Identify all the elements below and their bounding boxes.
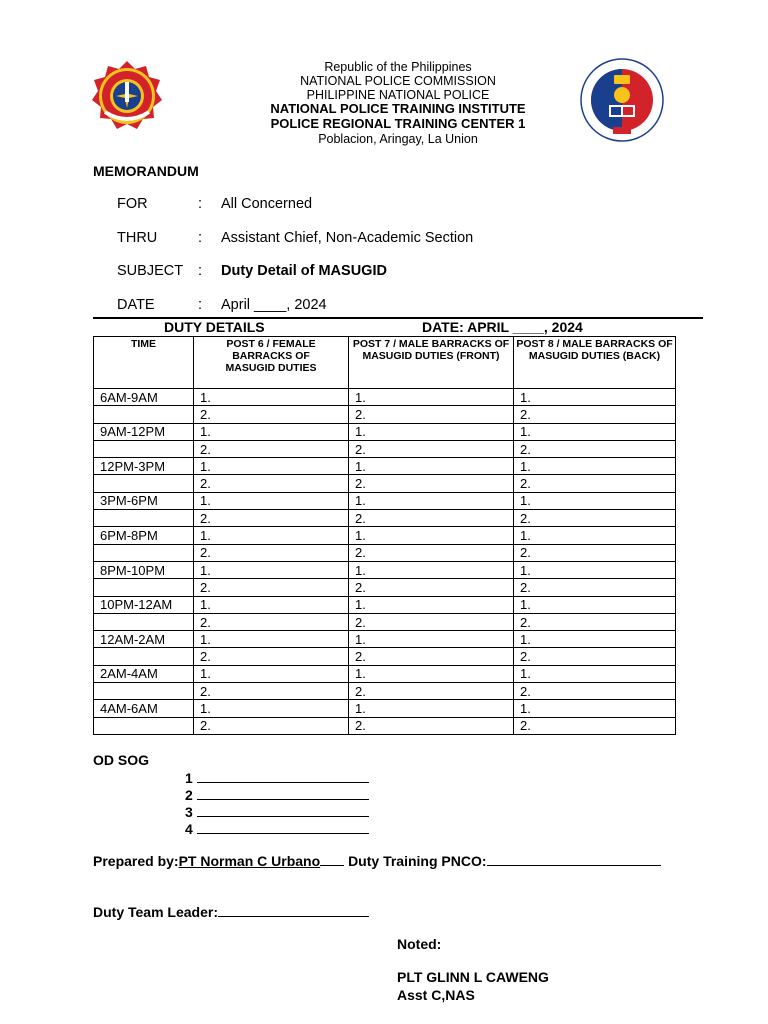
time-slot-cell: 2AM-4AM	[94, 665, 194, 682]
duty-entry-cell[interactable]: 1.	[194, 527, 349, 544]
noted-position: Asst C,NAS	[397, 987, 475, 1003]
od-sog-line[interactable]	[185, 803, 369, 820]
memo-field-colon: :	[198, 297, 203, 313]
duty-entry-cell[interactable]: 2.	[194, 510, 349, 527]
table-row	[94, 631, 676, 648]
time-slot-cell	[94, 648, 194, 665]
table-row	[94, 648, 676, 665]
table-body	[94, 389, 676, 735]
table-row	[94, 561, 676, 578]
duty-entry-cell[interactable]: 2.	[194, 475, 349, 492]
header-time: TIME	[94, 337, 194, 389]
duty-entry-cell[interactable]: 2.	[194, 717, 349, 734]
team-leader-line	[93, 903, 369, 920]
table-row	[94, 579, 676, 596]
header-prtc-text: POLICE REGIONAL TRAINING CENTER 1	[270, 116, 526, 131]
header-napolcom: NATIONAL POLICE COMMISSION	[300, 74, 496, 88]
duty-entry-cell[interactable]: 1.	[194, 389, 349, 406]
table-row	[94, 440, 676, 457]
table-row	[94, 665, 676, 682]
duty-entry-cell[interactable]: 1.	[349, 527, 514, 544]
noted-name: PLT GLINN L CAWENG	[397, 969, 549, 985]
duty-entry-cell[interactable]: 2.	[194, 440, 349, 457]
time-slot-cell	[94, 683, 194, 700]
duty-entry-cell[interactable]: 2.	[194, 579, 349, 596]
time-slot-cell: 10PM-12AM	[94, 596, 194, 613]
duty-entry-cell[interactable]: 2.	[514, 475, 676, 492]
memo-field-value: Assistant Chief, Non-Academic Section	[221, 230, 474, 246]
memo-field-label: SUBJECT	[117, 263, 184, 279]
memo-field-value: All Concerned	[221, 196, 313, 212]
time-slot-cell	[94, 510, 194, 527]
duty-entry-cell[interactable]: 2.	[194, 683, 349, 700]
noted-label: Noted:	[397, 936, 442, 952]
duty-details-title: DUTY DETAILS	[164, 319, 265, 335]
table-row	[94, 475, 676, 492]
header-npti-text: NATIONAL POLICE TRAINING INSTITUTE	[270, 101, 526, 116]
header-post6: POST 6 / FEMALE BARRACKS OF MASUGID DUTIES	[194, 337, 349, 389]
prepared-by-name: PT Norman C Urbano	[178, 853, 321, 869]
duty-entry-cell[interactable]: 2.	[349, 406, 514, 423]
table-row	[94, 406, 676, 423]
memo-field-label: DATE	[117, 297, 155, 313]
table-header-row	[94, 337, 676, 389]
table-row	[94, 683, 676, 700]
duty-entry-cell[interactable]: 2.	[514, 440, 676, 457]
duty-entry-cell[interactable]: 1.	[514, 389, 676, 406]
od-sog-number: 4	[185, 821, 193, 837]
memo-field-label: FOR	[117, 196, 148, 212]
time-slot-cell: 9AM-12PM	[94, 423, 194, 440]
team-leader-blank[interactable]	[218, 903, 369, 917]
duty-entry-cell[interactable]: 2.	[349, 579, 514, 596]
time-slot-cell: 8PM-10PM	[94, 561, 194, 578]
duty-entry-cell[interactable]: 2.	[514, 648, 676, 665]
header-republic: Republic of the Philippines	[324, 60, 472, 74]
time-slot-cell: 4AM-6AM	[94, 700, 194, 717]
duty-entry-cell[interactable]: 2.	[514, 717, 676, 734]
time-slot-cell: 6PM-8PM	[94, 527, 194, 544]
duty-entry-cell[interactable]: 1.	[349, 561, 514, 578]
duty-entry-cell[interactable]: 1.	[349, 458, 514, 475]
od-sog-number: 1	[185, 770, 193, 786]
time-slot-cell	[94, 613, 194, 630]
time-slot-cell: 6AM-9AM	[94, 389, 194, 406]
duty-entry-cell[interactable]: 1.	[349, 389, 514, 406]
duty-entry-cell[interactable]: 2.	[514, 579, 676, 596]
memo-field-date	[117, 297, 617, 315]
duty-entry-cell[interactable]: 1.	[349, 492, 514, 509]
table-row	[94, 527, 676, 544]
duty-entry-cell[interactable]: 2.	[514, 683, 676, 700]
header-address: Poblacion, Aringay, La Union	[318, 132, 478, 146]
memo-field-for	[117, 196, 617, 214]
duty-entry-cell[interactable]: 1.	[514, 527, 676, 544]
table-row	[94, 544, 676, 561]
table-row	[94, 458, 676, 475]
duty-entry-cell[interactable]: 2.	[349, 717, 514, 734]
duty-entry-cell[interactable]: 1.	[194, 631, 349, 648]
duty-entry-cell[interactable]: 2.	[194, 613, 349, 630]
time-slot-cell: 12AM-2AM	[94, 631, 194, 648]
duty-entry-cell[interactable]: 2.	[514, 544, 676, 561]
duty-schedule-table	[93, 336, 676, 735]
time-slot-cell	[94, 440, 194, 457]
table-row	[94, 423, 676, 440]
header-post8: POST 8 / MALE BARRACKS OF MASUGID DUTIES (BACK)	[514, 337, 676, 389]
od-sog-line[interactable]	[185, 769, 369, 786]
memo-field-value: April ____, 2024	[221, 297, 327, 313]
duty-pnco-blank[interactable]	[487, 852, 661, 866]
table-row	[94, 717, 676, 734]
od-sog-number: 2	[185, 787, 193, 803]
prepared-by-label: Prepared by:	[93, 853, 179, 869]
duty-entry-cell[interactable]: 2.	[514, 613, 676, 630]
time-slot-cell	[94, 406, 194, 423]
duty-entry-cell[interactable]: 1.	[349, 665, 514, 682]
memo-field-colon: :	[198, 230, 203, 246]
table-row	[94, 700, 676, 717]
od-sog-blank	[197, 820, 369, 834]
duty-entry-cell[interactable]: 1.	[349, 631, 514, 648]
od-sog-blank	[197, 803, 369, 817]
duty-entry-cell[interactable]: 2.	[349, 613, 514, 630]
table-row	[94, 389, 676, 406]
team-leader-label: Duty Team Leader:	[93, 904, 218, 920]
memo-field-thru	[117, 230, 617, 248]
duty-entry-cell[interactable]: 1.	[514, 631, 676, 648]
duty-entry-cell[interactable]: 2.	[349, 440, 514, 457]
time-slot-cell	[94, 544, 194, 561]
duty-entry-cell[interactable]: 1.	[514, 700, 676, 717]
header-pnp: PHILIPPINE NATIONAL POLICE	[306, 88, 490, 102]
memo-field-colon: :	[198, 196, 203, 212]
duty-entry-cell[interactable]: 1.	[514, 665, 676, 682]
od-sog-blank	[197, 786, 369, 800]
memo-field-value: Duty Detail of MASUGID	[221, 263, 387, 279]
duty-pnco-label: Duty Training PNCO:	[348, 853, 487, 869]
memo-field-subject	[117, 263, 617, 281]
duty-entry-cell[interactable]: 2.	[194, 648, 349, 665]
duty-entry-cell[interactable]: 2.	[349, 510, 514, 527]
duty-entry-cell[interactable]: 1.	[349, 423, 514, 440]
time-slot-cell	[94, 475, 194, 492]
duty-entry-cell[interactable]: 2.	[194, 544, 349, 561]
prepared-by-line	[93, 852, 661, 869]
time-slot-cell	[94, 717, 194, 734]
duty-entry-cell[interactable]: 1.	[349, 700, 514, 717]
od-sog-line[interactable]	[185, 820, 369, 837]
duty-entry-cell[interactable]: 2.	[514, 510, 676, 527]
duty-entry-cell[interactable]: 1.	[194, 423, 349, 440]
od-sog-title: OD SOG	[93, 752, 150, 768]
time-slot-cell: 3PM-6PM	[94, 492, 194, 509]
duty-entry-cell[interactable]: 1.	[514, 492, 676, 509]
duty-entry-cell[interactable]: 1.	[349, 596, 514, 613]
duty-entry-cell[interactable]: 1.	[514, 561, 676, 578]
duty-entry-cell[interactable]: 2.	[349, 544, 514, 561]
duty-entry-cell[interactable]: 2.	[514, 406, 676, 423]
duty-entry-cell[interactable]: 1.	[514, 458, 676, 475]
od-sog-line[interactable]	[185, 786, 369, 803]
memo-title: MEMORANDUM	[93, 163, 199, 179]
duty-details-date: DATE: APRIL ____, 2024	[422, 319, 583, 335]
duty-entry-cell[interactable]: 1.	[194, 700, 349, 717]
duty-entry-cell[interactable]: 1.	[514, 596, 676, 613]
time-slot-cell: 12PM-3PM	[94, 458, 194, 475]
duty-entry-cell[interactable]: 1.	[514, 423, 676, 440]
memo-field-colon: :	[198, 263, 203, 279]
table-row	[94, 510, 676, 527]
duty-entry-cell[interactable]: 2.	[349, 475, 514, 492]
table-row	[94, 492, 676, 509]
duty-entry-cell[interactable]: 1.	[194, 596, 349, 613]
table-row	[94, 613, 676, 630]
prepared-by-blank	[320, 852, 344, 866]
duty-entry-cell[interactable]: 2.	[349, 648, 514, 665]
od-sog-blank	[197, 769, 369, 783]
header-npti	[0, 102, 768, 117]
header-post7: POST 7 / MALE BARRACKS OF MASUGID DUTIES (FRONT)	[349, 337, 514, 389]
od-sog-number: 3	[185, 804, 193, 820]
duty-entry-cell[interactable]: 1.	[194, 458, 349, 475]
duty-entry-cell[interactable]: 1.	[194, 492, 349, 509]
time-slot-cell	[94, 579, 194, 596]
duty-entry-cell[interactable]: 2.	[194, 406, 349, 423]
duty-entry-cell[interactable]: 2.	[349, 683, 514, 700]
table-row	[94, 596, 676, 613]
duty-entry-cell[interactable]: 1.	[194, 561, 349, 578]
memo-field-label: THRU	[117, 230, 158, 246]
duty-entry-cell[interactable]: 1.	[194, 665, 349, 682]
header-prtc	[0, 117, 768, 132]
